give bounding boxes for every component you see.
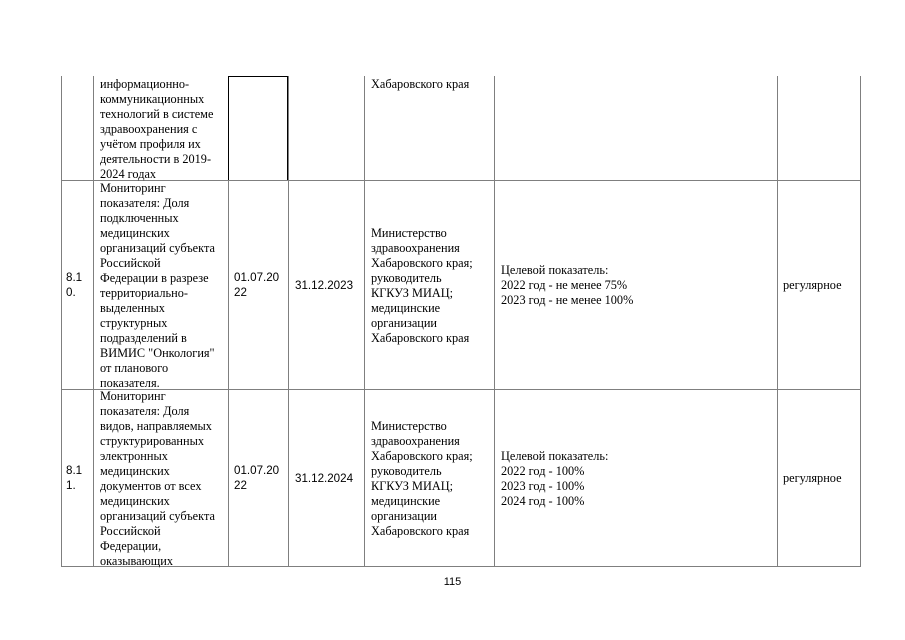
table-cell-frequency: регулярное xyxy=(783,278,842,292)
table-border-right xyxy=(860,76,861,567)
table-cell-end-date: 31.12.2023 xyxy=(295,279,354,292)
table-cell-end-date: 31.12.2024 xyxy=(295,472,354,485)
table-cell-name: Мониторинг показателя: Доля подключенных медицинских организаций субъекта Российской Федерации в разрезе территориально- выделенных структурных подразделений в ВИМИС "Онкология" от планового показателя. xyxy=(100,181,215,390)
column-divider xyxy=(364,76,365,567)
table-cell-name: информационно- коммуникационных технологий в системе здравоохранения с учётом профиля их деятельности в 2019- 2024 годах xyxy=(100,77,214,181)
table-cell-start-date: 01.07.20 22 xyxy=(234,271,280,299)
column-divider xyxy=(93,76,94,567)
table-cell-responsible: Хабаровского края xyxy=(371,77,470,91)
table-cell-number: 8.1 0. xyxy=(66,271,83,299)
table-cell-name: Мониторинг показателя: Доля видов, направляемых структурированных электронных медицинских документов от всех медицинских организаций субъекта Российской Федерации, оказывающих xyxy=(100,389,215,568)
plan-table xyxy=(61,76,861,567)
column-divider xyxy=(288,76,289,567)
table-cell-number: 8.1 1. xyxy=(66,464,83,492)
empty-start-date-cell xyxy=(228,76,288,180)
column-divider xyxy=(777,76,778,567)
table-border-left xyxy=(61,76,62,567)
table-cell-target: Целевой показатель: 2022 год - не менее 75% 2023 год - не менее 100% xyxy=(501,263,634,307)
table-cell-start-date: 01.07.20 22 xyxy=(234,464,280,492)
table-cell-frequency: регулярное xyxy=(783,471,842,485)
table-cell-responsible: Министерство здравоохранения Хабаровского края; руководитель КГКУЗ МИАЦ; медицинские организации Хабаровского края xyxy=(371,419,473,538)
page-number: 115 xyxy=(443,576,462,588)
table-cell-target: Целевой показатель: 2022 год - 100% 2023 год - 100% 2024 год - 100% xyxy=(501,449,609,508)
table-cell-responsible: Министерство здравоохранения Хабаровского края; руководитель КГКУЗ МИАЦ; медицинские организации Хабаровского края xyxy=(371,226,473,345)
column-divider xyxy=(494,76,495,567)
